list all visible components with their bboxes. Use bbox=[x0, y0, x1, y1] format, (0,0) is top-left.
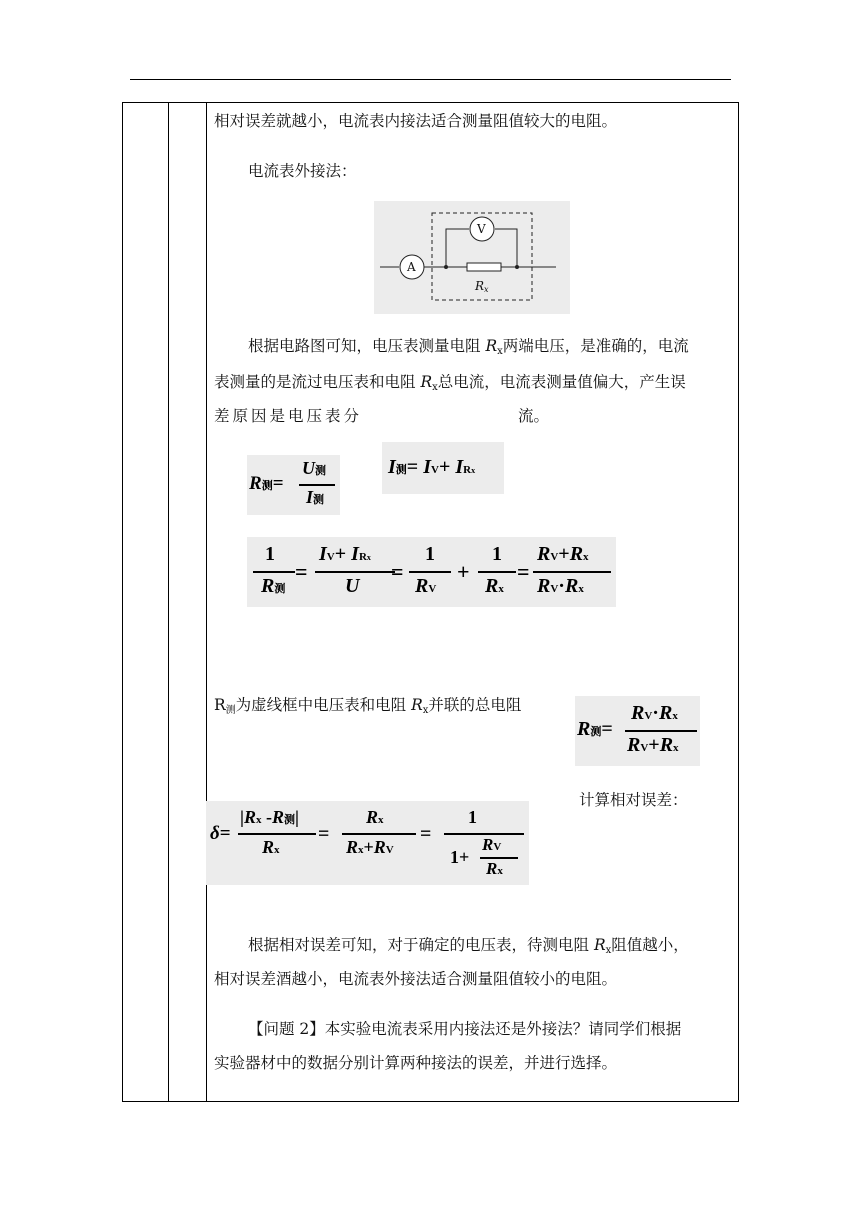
paragraph-question2-line2: 实验器材中的数据分别计算两种接法的误差，并进行选择。 bbox=[214, 1054, 618, 1072]
circuit-diagram bbox=[374, 201, 570, 314]
resistor-rect bbox=[467, 263, 501, 271]
column-divider-2 bbox=[206, 103, 207, 1101]
formula-resistance-measured: R测= U测 I测 bbox=[247, 455, 340, 515]
column-divider-1 bbox=[168, 103, 169, 1101]
paragraph-analysis-line2: 表测量的是流过电压表和电阻 $R_x$总电流，电流表测量值偏大，产生误 bbox=[214, 373, 686, 393]
paragraph-error-conclusion-line1: 根据相对误差可知，对于确定的电压表，待测电阻 $R_x$阻值越小， bbox=[248, 936, 689, 956]
paragraph-calculate-error: 计算相对误差： bbox=[579, 791, 688, 809]
resistor-label: Rx bbox=[475, 279, 489, 294]
paragraph-analysis-line3a: 差原因是电压表分 bbox=[214, 407, 363, 425]
paragraph-error-conclusion-line2: 相对误差酒越小，电流表外接法适合测量阻值较小的电阻。 bbox=[214, 970, 618, 988]
voltmeter-label: V bbox=[477, 222, 486, 236]
header-rule bbox=[130, 79, 731, 80]
formula-reciprocal-resistance: 1 R测 = IV+ IRx U = 1 RV + 1 Rx = RV+Rx RV·Rx bbox=[247, 537, 616, 607]
formula-parallel-resistance: R测= RV·Rx RV+Rx bbox=[575, 696, 700, 766]
formula-relative-error: δ= |Rx -R测| Rx = Rx Rx+RV = 1 1+ RV Rx bbox=[206, 801, 529, 885]
circuit-svg bbox=[374, 201, 570, 314]
paragraph-parallel-resistance: $R_测$为虚线框中电压表和电阻 $R_x$并联的总电阻 bbox=[214, 696, 522, 716]
paragraph-question2-line1: 【问题 2】本实验电流表采用内接法还是外接法？请同学们根据 bbox=[248, 1020, 682, 1038]
paragraph-analysis-line1: 根据电路图可知，电压表测量电阻 $R_x$两端电压，是准确的，电流 bbox=[248, 337, 689, 357]
ammeter-label: A bbox=[407, 260, 416, 274]
paragraph-inner-method-conclusion: 相对误差就越小，电流表内接法适合测量阻值较大的电阻。 bbox=[214, 112, 618, 130]
formula-current-measured: I测= IV+ IRx bbox=[382, 442, 504, 494]
paragraph-external-method-heading: 电流表外接法： bbox=[248, 162, 357, 180]
paragraph-analysis-line3b: 流。 bbox=[518, 407, 550, 425]
voltmeter-branch bbox=[446, 229, 469, 267]
voltmeter-branch-right bbox=[495, 229, 517, 267]
